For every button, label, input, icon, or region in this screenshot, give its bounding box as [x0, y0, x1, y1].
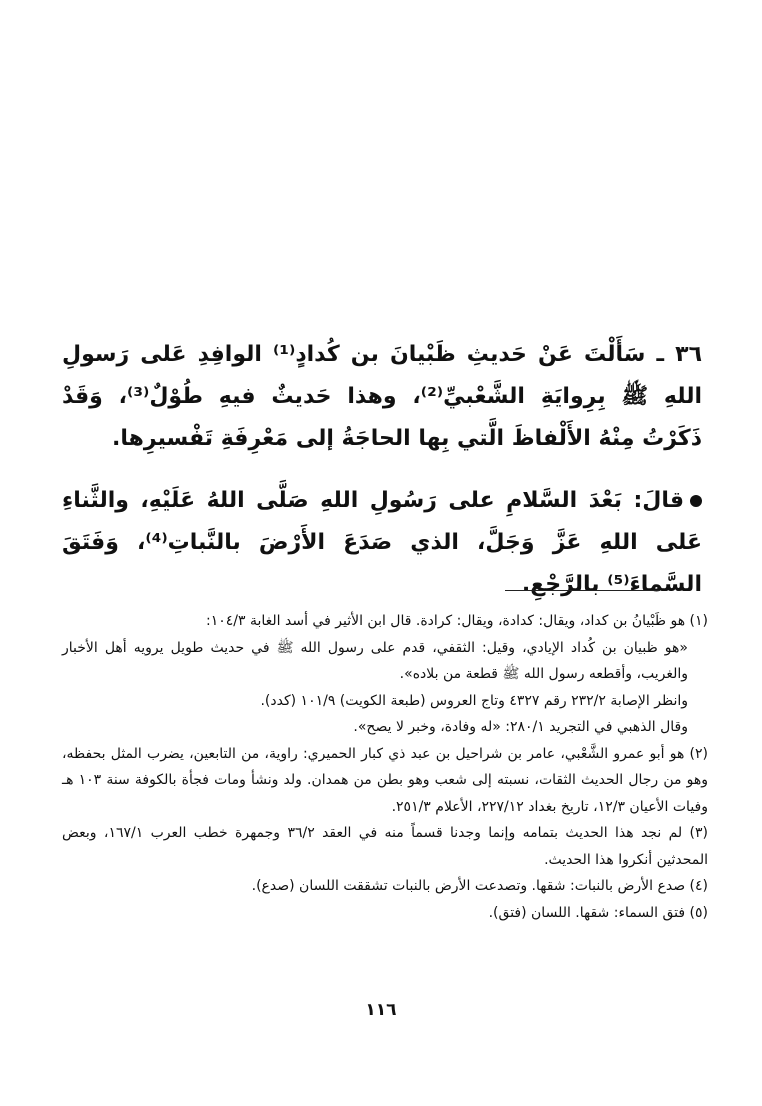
footnotes [62, 608, 708, 926]
page-number: ١١٦ [365, 1000, 397, 1020]
main-paragraph-hadith [62, 480, 702, 606]
footnote-separator [505, 590, 660, 591]
footnote-3: (٣) لم نجد هذا الحديث بتمامه وإنما وجدنا قسماً منه في العقد ٣٦/٢ وجمهرة خطب العرب ١٦٧/١، وبعض المحدثين أنكروا هذا الحديث. [62, 825, 709, 868]
footnote-5: (٥) فتق السماء: شقها. اللسان (فتق). [488, 904, 708, 921]
footnote-1-line-a: (١) هو ظَبْيانُ بن كداد، ويقال: كدادة، ويقال: كرادة. قال ابن الأثير في أسد الغابة ١٠٤/٣: [206, 613, 708, 629]
footnote-1-quote: «هو ظبيان بن كُداد الإيادي، وقيل: الثقفي، قدم على رسول الله ﷺ في حديث طويل يرويه أهل الأخبار والغريب، وأقطعه رسول الله ﷺ قطعة من بلاده». [62, 639, 688, 682]
main-paragraph-hadith-text: قالَ: بَعْدَ السَّلامِ على رَسُولِ اللهِ صَلَّى اللهُ عَلَيْهِ، والثَّناءِ عَلى اللهِ عَزَّ وَجَلَّ، الذي صَدَعَ الأَرْضَ بالنَّباتِ⁽⁴⁾، وَفَتَقَ السَّماءَ⁽⁵⁾ بالرَّجْعِ. [62, 488, 703, 597]
footnote-1-line-c: وانظر الإصابة ٢٣٢/٢ رقم ٤٣٢٧ وتاج العروس (طبعة الكويت) ١٠١/٩ (كدد). [260, 692, 688, 709]
footnote-1-line-d: وقال الذهبي في التجريد ٢٨٠/١: «له وفادة، وخبر لا يصح». [353, 719, 688, 735]
bullet-icon [690, 495, 702, 507]
footnote-4: (٤) صدع الأرض بالنبات: شقها. وتصدعت الأرض بالنبات تشققت اللسان (صدع). [251, 878, 708, 894]
main-paragraph-question: ٣٦ ـ سَأَلْتَ عَنْ حَديثِ ظَبْيانَ بن كُدادٍ⁽¹⁾ الوافِدِ عَلى رَسولِ اللهِ ﷺ بِرِوايَةِ الشَّعْبيِّ⁽²⁾، وهذا حَديثٌ فيهِ طُوْلٌ⁽³⁾، وَقَدْ ذَكَرْتُ مِنْهُ الأَلْفاظَ الَّتي بِها الحاجَةُ إلى مَعْرِفَةِ تَفْسيرِها. [62, 342, 703, 451]
footnote-2: (٢) هو أبو عمرو الشَّعْبي، عامر بن شراحيل بن عبد ذي كبار الحميري: راوية، من التابعين، يضرب المثل بحفظه، وهو من رجال الحديث الثقات، نسبته إلى شعب وهو بطن من همدان. ولد ونشأ ومات فجأة بالكوفة سنة ١٠٣ هـ وفيات الأعيان ١٢/٣، تاريخ بغداد ٢٢٧/١٢، الأعلام ٢٥١/٣. [62, 745, 708, 815]
